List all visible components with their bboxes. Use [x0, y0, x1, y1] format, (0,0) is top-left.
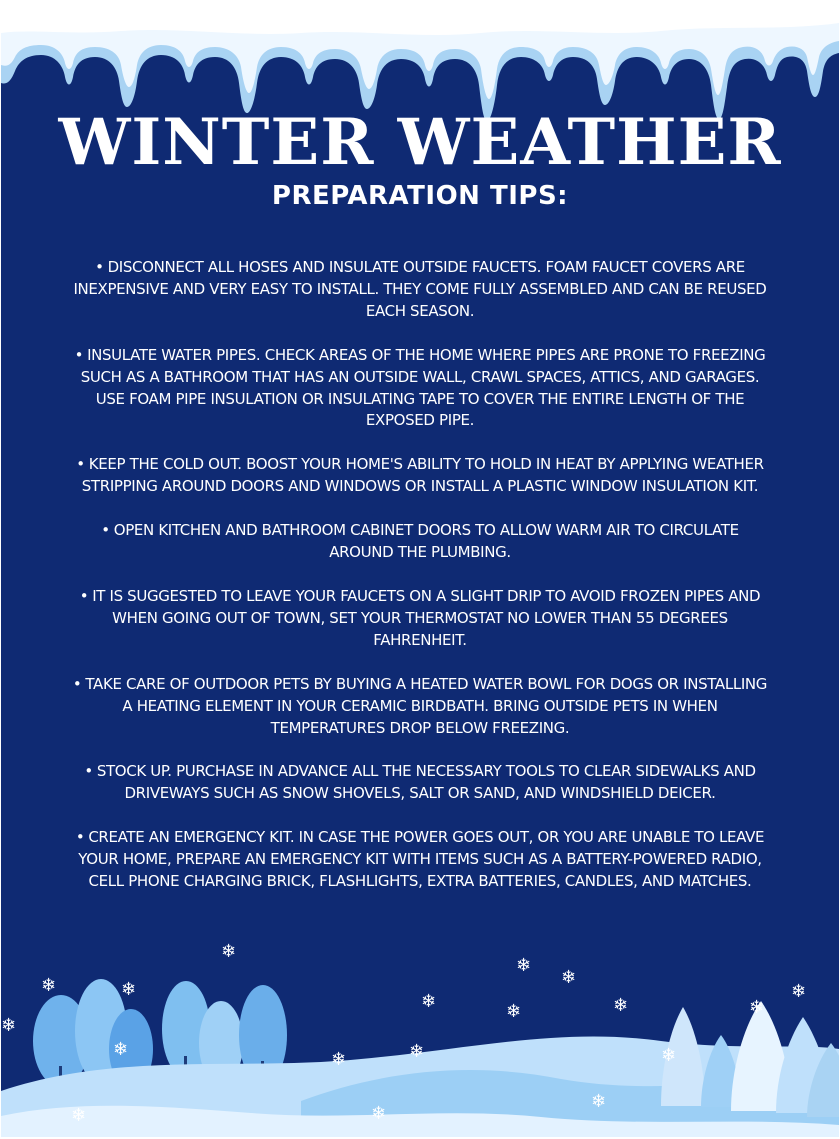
snowflake-icon: ❄: [506, 1001, 522, 1022]
tip-text: TAKE CARE OF OUTDOOR PETS BY BUYING A HEATED WATER BOWL FOR DOGS OR INSTALLING A HEATING ELEMENT IN YOUR CERAMIC BIRDBATH. BRING OUTSIDE PETS IN WHEN TEMPERATURES DROP BELOW FREEZING.: [85, 674, 768, 737]
bullet-icon: •: [74, 345, 84, 364]
bullet-icon: •: [101, 521, 110, 540]
snowy-hills-trees-illustration: [1, 931, 839, 1137]
tip-item: [71, 761, 769, 805]
tip-item: [71, 520, 769, 564]
tip-text: OPEN KITCHEN AND BATHROOM CABINET DOORS TO ALLOW WARM AIR TO CIRCULATE AROUND THE PLUMBING.: [113, 521, 739, 562]
tip-item: [71, 345, 769, 433]
bullet-icon: •: [72, 674, 82, 693]
tips-list: [71, 257, 769, 915]
bullet-icon: •: [95, 258, 104, 276]
snowflake-icon: ❄: [613, 995, 629, 1016]
snowflake-icon: ❄: [591, 1091, 607, 1112]
snowflake-icon: ❄: [749, 997, 765, 1018]
snowflake-icon: ❄: [71, 1105, 87, 1126]
tip-text: CREATE AN EMERGENCY KIT. IN CASE THE POWER GOES OUT, OR YOU ARE UNABLE TO LEAVE YOUR HOME, PREPARE AN EMERGENCY KIT WITH ITEMS SUCH AS A BATTERY-POWERED RADIO, CELL PHONE CHARGING BRICK, FLASHLIGHTS, EXTRA BATTERIES, CANDLES, AND MATCHES.: [78, 828, 765, 891]
snowflake-icon: ❄: [371, 1103, 387, 1124]
tip-text: KEEP THE COLD OUT. BOOST YOUR HOME'S ABILITY TO HOLD IN HEAT BY APPLYING WEATHER STRIPPING AROUND DOORS AND WINDOWS OR INSTALL A PLASTIC WINDOW INSULATION KIT.: [81, 455, 764, 496]
snowflake-icon: ❄: [221, 941, 237, 962]
bullet-icon: •: [79, 586, 89, 605]
tip-text: STOCK UP. PURCHASE IN ADVANCE ALL THE NECESSARY TOOLS TO CLEAR SIDEWALKS AND DRIVEWAYS SUCH AS SNOW SHOVELS, SALT OR SAND, AND WINDSHIELD DEICER.: [96, 762, 756, 803]
tree-cluster-right: [661, 1001, 839, 1117]
tip-item: [71, 674, 769, 740]
snowflake-icon: ❄: [113, 1039, 129, 1060]
snowflake-icon: ❄: [409, 1041, 425, 1062]
snowflake-icon: ❄: [791, 981, 807, 1002]
snowflake-icon: ❄: [516, 955, 532, 976]
tip-item: [71, 454, 769, 498]
snowflake-icon: ❄: [121, 979, 137, 1000]
bullet-icon: •: [75, 828, 85, 847]
bullet-icon: •: [84, 762, 93, 781]
tip-item: [71, 586, 769, 652]
snowflake-icon: ❄: [331, 1049, 347, 1070]
snowflake-icon: ❄: [41, 975, 57, 996]
tip-text: INSULATE WATER PIPES. CHECK AREAS OF THE HOME WHERE PIPES ARE PRONE TO FREEZING SUCH AS A BATHROOM THAT HAS AN OUTSIDE WALL, CRAWL SPACES, ATTICS, AND GARAGES. USE FOAM PIPE INSULATION OR INSULATING TAPE TO COVER THE ENTIRE LENGTH OF THE EXPOSED PIPE.: [80, 345, 766, 430]
snowflake-icon: ❄: [1, 1015, 17, 1036]
snowflake-icon: ❄: [661, 1045, 677, 1066]
poster-title: WINTER WEATHER: [58, 105, 782, 180]
bullet-icon: •: [76, 455, 85, 474]
snowflake-icon: ❄: [421, 991, 437, 1012]
tip-item: [71, 257, 769, 323]
winter-weather-poster: [1, 1, 839, 1137]
poster-subtitle: PREPARATION TIPS:: [271, 181, 569, 211]
tip-item: [71, 827, 769, 893]
tip-text: IT IS SUGGESTED TO LEAVE YOUR FAUCETS ON A SLIGHT DRIP TO AVOID FROZEN PIPES AND WHEN GOING OUT OF TOWN, SET YOUR THERMOSTAT NO LOWER THAN 55 DEGREES FAHRENHEIT.: [92, 586, 761, 649]
tip-text: DISCONNECT ALL HOSES AND INSULATE OUTSIDE FAUCETS. FOAM FAUCET COVERS ARE INEXPENSIVE AND VERY EASY TO INSTALL. THEY COME FULLY ASSEMBLED AND CAN BE REUSED EACH SEASON.: [73, 258, 767, 320]
snowflake-icon: ❄: [561, 967, 577, 988]
